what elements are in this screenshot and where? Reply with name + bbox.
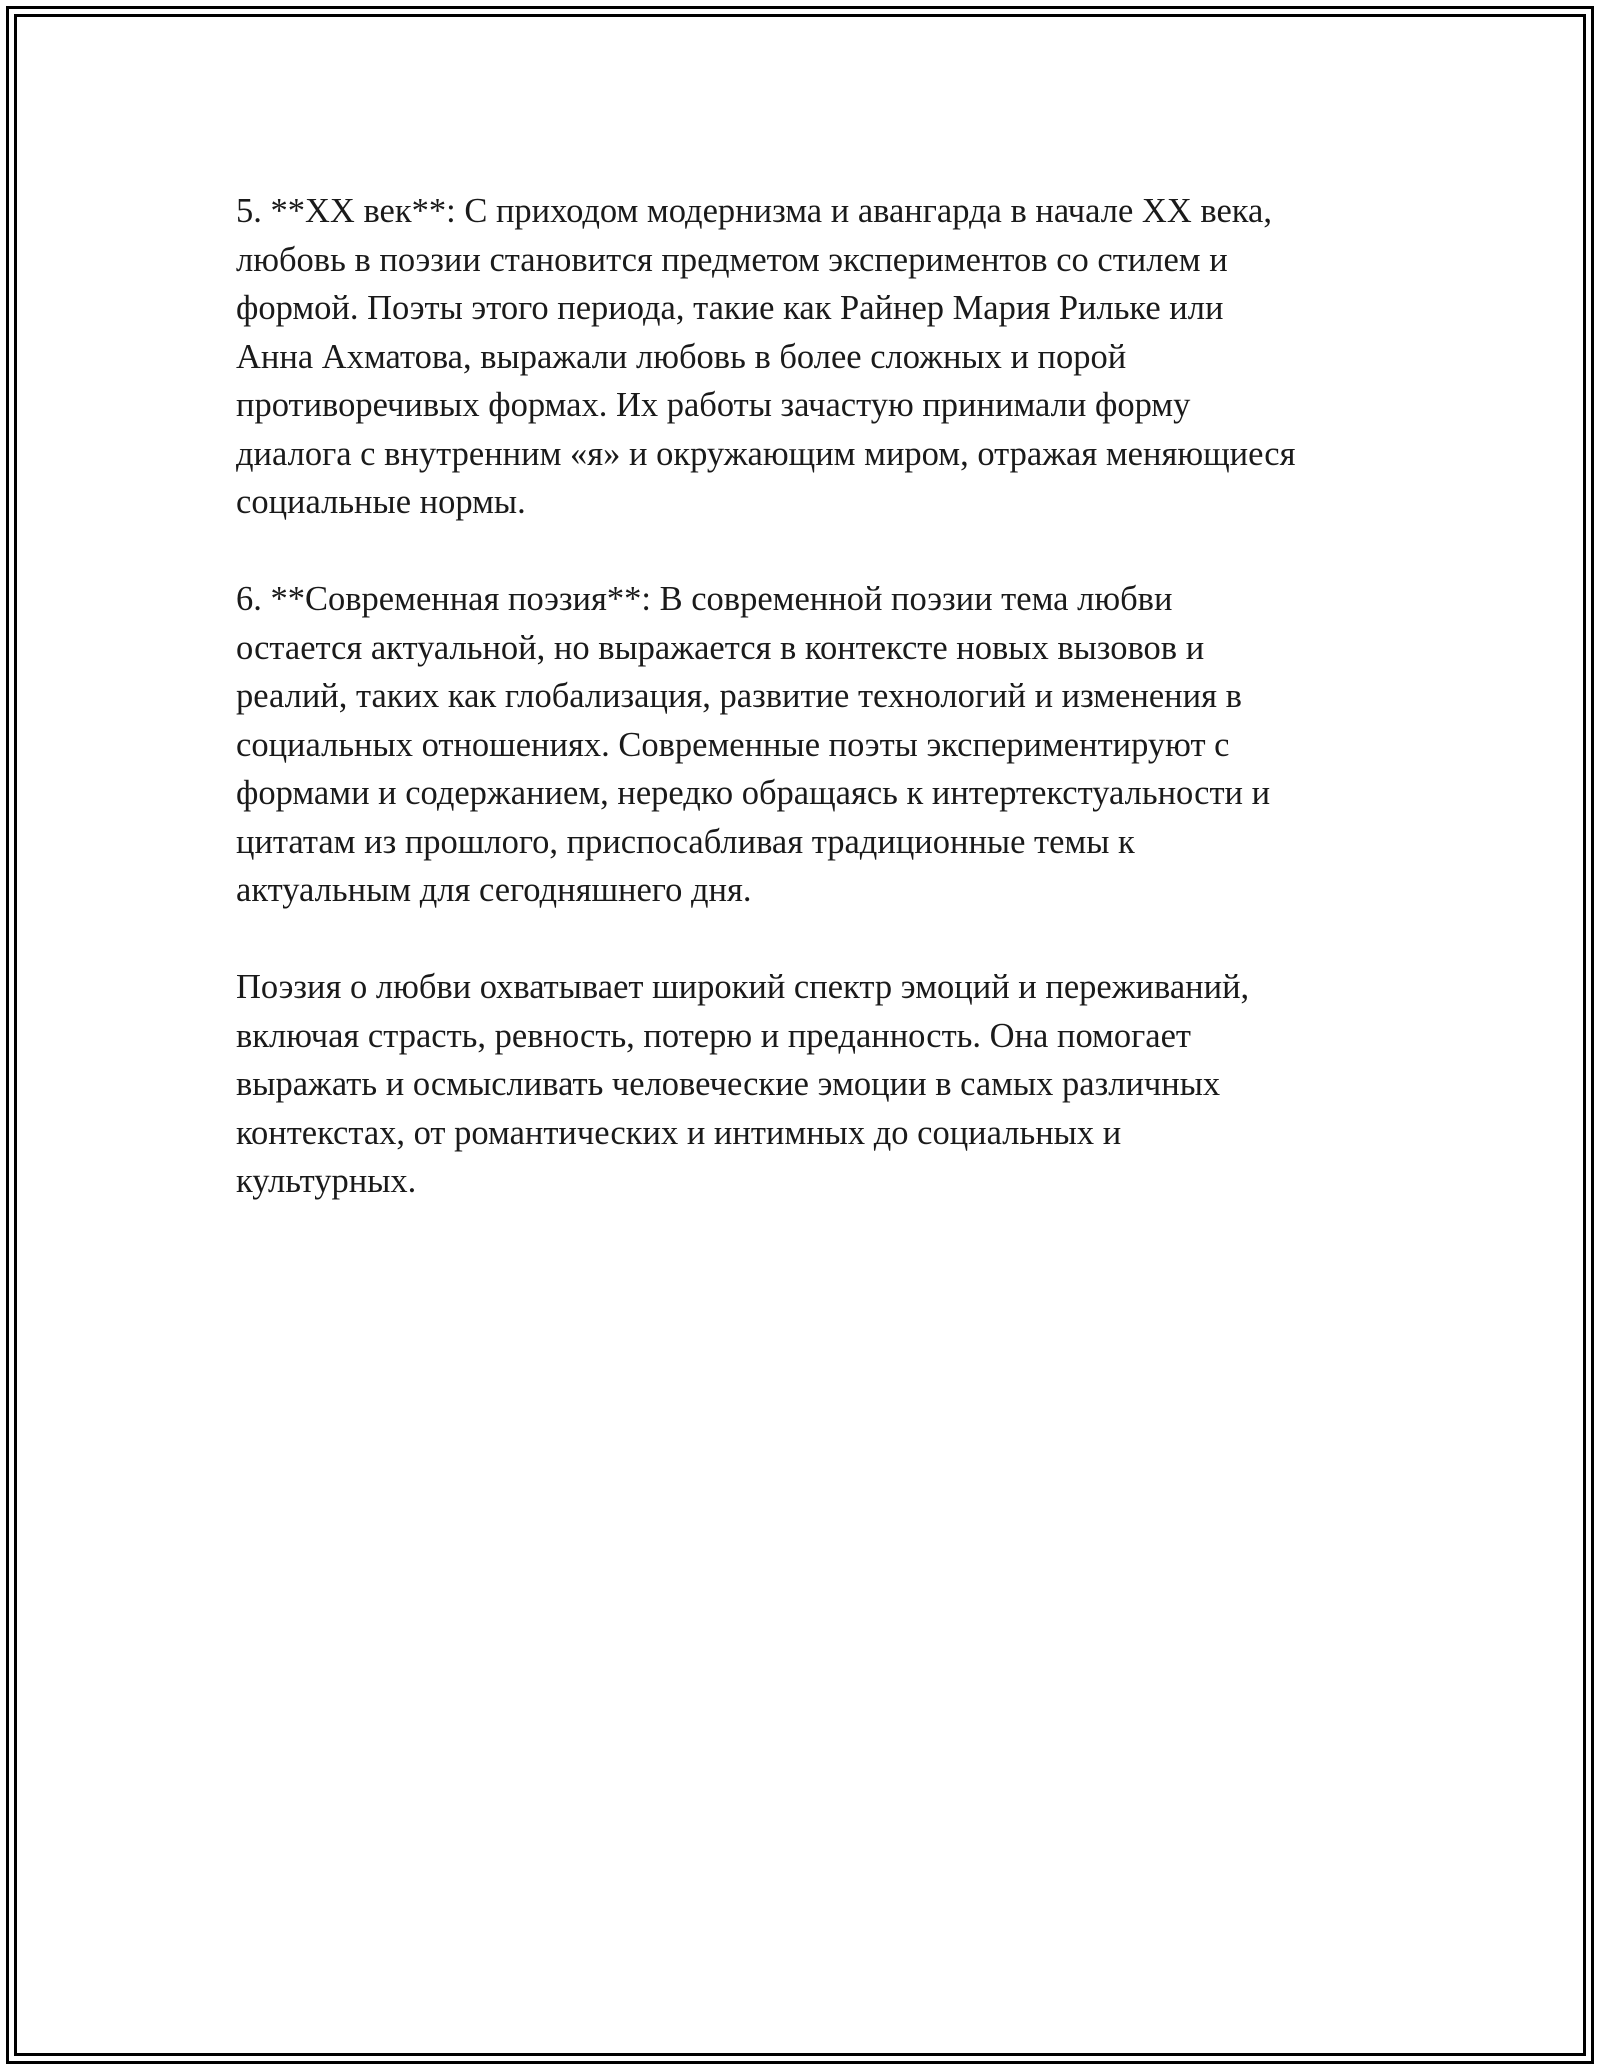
paragraph-xx-century: 5. **XX век**: С приходом модернизма и авангарда в начале XX века, любовь в поэзии становится предметом экспериментов со стилем и формой. Поэты этого периода, такие как Райнер Мария Рильке или Анна Ахматова, выражали любовь в более сложных и порой противоречивых формах. Их работы зачастую принимали форму диалога с внутренним «я» и окружающим миром, отражая меняющиеся социальные нормы. — [236, 192, 1296, 521]
document-body — [236, 187, 1376, 1254]
paragraph-modern-poetry: 6. **Современная поэзия**: В современной поэзии тема любви остается актуальной, но выражается в контексте новых вызовов и реалий, таких как глобализация, развитие технологий и изменения в социальных отношениях. Современные поэты экспериментируют с формами и содержанием, нередко обращаясь к интертекстуальности и цитатам из прошлого, приспосабливая традиционные темы к актуальным для сегодняшнего дня. — [236, 580, 1271, 909]
paragraph-conclusion: Поэзия о любви охватывает широкий спектр эмоций и переживаний, включая страсть, ревность, потерю и преданность. Она помогает выражать и осмысливать человеческие эмоции в самых различных контекстах, от романтических и интимных до социальных и культурных. — [236, 968, 1250, 1200]
